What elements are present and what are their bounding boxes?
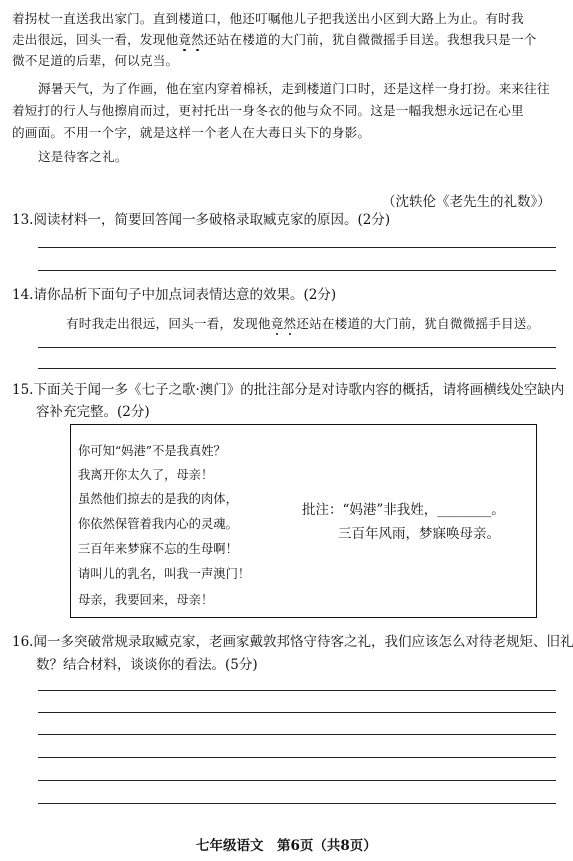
answer-line-14-2[interactable]	[38, 368, 556, 369]
passage-p1-line-3: 微不足道的后辈，何以克当。	[12, 53, 179, 68]
answer-line-13-2[interactable]	[38, 270, 556, 271]
passage-source: （沈轶伦《老先生的礼数》）	[382, 194, 551, 210]
answer-line-16-6[interactable]	[38, 803, 556, 804]
answer-line-16-4[interactable]	[38, 757, 556, 758]
question-14: 14.请你品析下面句子中加点词表情达意的效果。(2分)	[12, 287, 337, 303]
annotation-1: 批注：“妈港”非我姓，________。	[302, 502, 505, 518]
answer-line-16-2[interactable]	[38, 712, 556, 713]
answer-line-16-3[interactable]	[38, 734, 556, 735]
poem-line-1: 你可知“妈港”不是我真姓？	[78, 444, 226, 458]
annotation-2: 三百年风雨，梦寐唤母亲。	[338, 526, 500, 542]
question-16-line-2: 数？结合材料，谈谈你的看法。(5分)	[36, 657, 258, 673]
passage-p2-line-1: 溽暑天气，为了作画，他在室内穿着棉袄，走到楼道门口时，还是这样一身打扮。来来往往	[38, 81, 550, 96]
poem-line-5: 三百年来梦寐不忘的生母啊！	[78, 542, 238, 556]
poem-line-6: 请叫儿的乳名，叫我一声澳门！	[78, 567, 251, 581]
passage-p3: 这是待客之礼。	[38, 149, 128, 164]
answer-line-14-1[interactable]	[38, 347, 556, 348]
passage-p1-line-2: 走出很远，回头一看，发现他竟然还站在楼道的大门前，犹自微微摇手目送。我想我只是一个	[12, 32, 537, 47]
passage-p2-line-2: 着短打的行人与他擦肩而过，更衬托出一身冬衣的他与众不同。这是一幅我想永远记在心里	[12, 103, 524, 118]
passage-p2-line-3: 的画面。不用一个字，就是这样一个老人在大毒日头下的身影。	[12, 125, 371, 140]
question-15-line-2: 容补充完整。(2分)	[36, 404, 150, 420]
question-16-line-1: 16.闻一多突破常规录取臧克家，老画家戴敦邦恪守待客之礼，我们应该怎么对待老规矩、旧礼	[12, 634, 573, 650]
answer-line-13-1[interactable]	[38, 247, 556, 248]
question-15-line-1: 15.下面关于闻一多《七子之歌·澳门》的批注部分是对诗歌内容的概括，请将画横线处空缺内	[12, 382, 565, 398]
question-13: 13.阅读材料一，简要回答闻一多破格录取臧克家的原因。(2分)	[12, 212, 391, 228]
poem-line-2: 我离开你太久了，母亲！	[78, 468, 214, 482]
answer-line-16-1[interactable]	[38, 690, 556, 691]
question-14-quote: 有时我走出很远，回头一看，发现他竟然还站在楼道的大门前，犹自微微摇手目送。	[66, 316, 540, 331]
page-footer: 七年级语文 第6页（共8页）	[196, 838, 377, 854]
answer-line-16-5[interactable]	[38, 780, 556, 781]
poem-line-7: 母亲，我要回来，母亲！	[78, 593, 214, 607]
poem-line-4: 你依然保管着我内心的灵魂。	[78, 517, 238, 531]
poem-line-3: 虽然他们掠去的是我的肉体，	[78, 492, 238, 506]
passage-p1-line-1: 着拐杖一直送我出家门。直到楼道口，他还叮嘱他儿子把我送出小区到大路上为止。有时我	[12, 11, 524, 26]
